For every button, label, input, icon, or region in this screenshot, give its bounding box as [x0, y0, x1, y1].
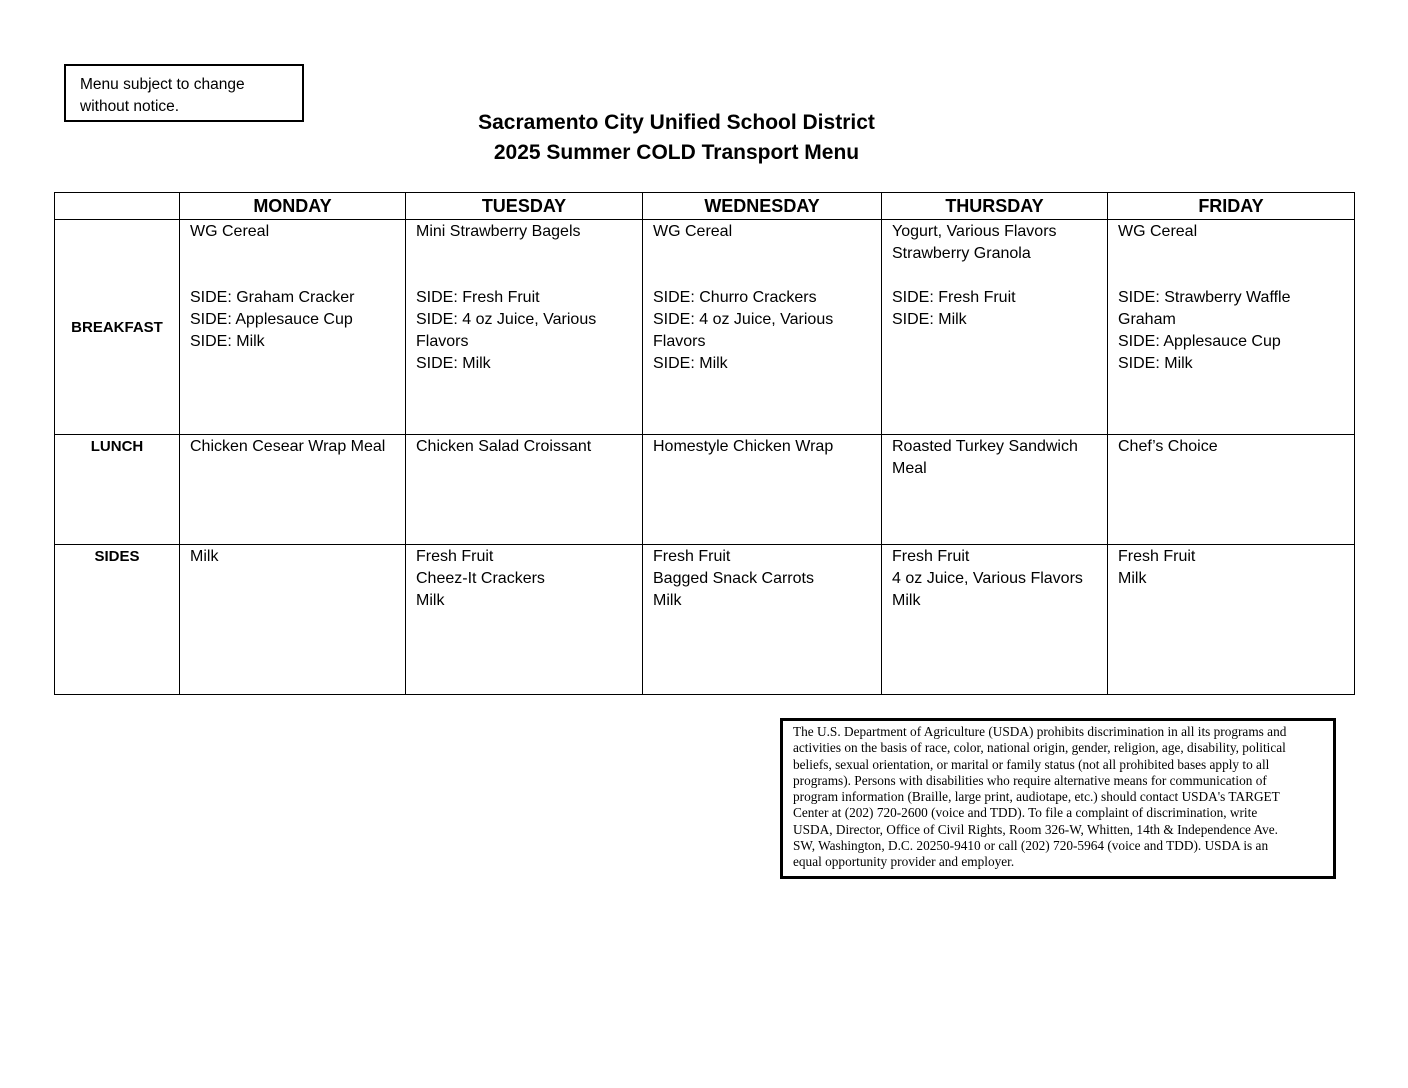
breakfast-side-item: SIDE: Milk [1118, 355, 1193, 372]
breakfast-side-item: SIDE: Strawberry Waffle [1118, 289, 1291, 306]
sides-cell-thursday [882, 545, 1108, 695]
side-item: Milk [653, 592, 682, 609]
lunch-cell-monday [180, 435, 406, 545]
breakfast-side-item: Flavors [416, 333, 469, 350]
spacer [416, 243, 632, 265]
lunch-item: Chef’s Choice [1118, 438, 1218, 455]
lunch-cell-wednesday [643, 435, 882, 545]
usda-statement-line: equal opportunity provider and employer. [793, 854, 1015, 870]
usda-statement-line: program information (Braille, large print, audiotape, etc.) should contact USDA's TARGET [793, 789, 1280, 805]
day-header-monday: MONDAY [180, 193, 406, 220]
spacer [416, 265, 632, 287]
spacer [1118, 243, 1344, 265]
breakfast-side-item: SIDE: Milk [653, 355, 728, 372]
breakfast-side-item: SIDE: Milk [416, 355, 491, 372]
sides-cell-monday [180, 545, 406, 695]
sides-cell-wednesday [643, 545, 882, 695]
side-item: Fresh Fruit [892, 548, 970, 565]
row-label-breakfast: BREAKFAST [55, 220, 180, 435]
sides-cell-friday [1108, 545, 1355, 695]
day-header-friday: FRIDAY [1108, 193, 1355, 220]
row-label-sides: SIDES [55, 545, 180, 695]
usda-statement-line: Center at (202) 720-2600 (voice and TDD). To file a complaint of discrimination, write [793, 805, 1258, 821]
usda-nondiscrimination-statement [780, 718, 1336, 879]
breakfast-side-item: SIDE: Milk [892, 311, 967, 328]
breakfast-side-item: SIDE: Applesauce Cup [190, 311, 353, 328]
spacer [653, 265, 871, 287]
spacer [190, 243, 395, 265]
lunch-cell-thursday [882, 435, 1108, 545]
notice-line-2: without notice. [80, 98, 180, 115]
side-item: Fresh Fruit [1118, 548, 1196, 565]
breakfast-side-item: SIDE: Churro Crackers [653, 289, 817, 306]
menu-title: 2025 Summer COLD Transport Menu [493, 141, 860, 164]
lunch-row [55, 435, 1355, 545]
side-item: Milk [416, 592, 445, 609]
breakfast-side-item: Flavors [653, 333, 706, 350]
notice-line-1: Menu subject to change [80, 76, 245, 93]
breakfast-item: Strawberry Granola [892, 245, 1031, 262]
sides-row [55, 545, 1355, 695]
lunch-item: Chicken Cesear Wrap Meal [190, 438, 386, 455]
row-label-lunch: LUNCH [55, 435, 180, 545]
usda-statement-line: SW, Washington, D.C. 20250-9410 or call (202) 720-5964 (voice and TDD). USDA is an [793, 838, 1269, 854]
usda-statement-line: USDA, Director, Office of Civil Rights, Room 326-W, Whitten, 14th & Independence Ave. [793, 821, 1278, 837]
breakfast-side-item: SIDE: 4 oz Juice, Various [416, 311, 597, 328]
day-header-wednesday: WEDNESDAY [643, 193, 882, 220]
breakfast-item: WG Cereal [190, 223, 270, 240]
side-item: 4 oz Juice, Various Flavors [892, 570, 1083, 587]
breakfast-item: Mini Strawberry Bagels [416, 223, 581, 240]
breakfast-side-item: SIDE: Milk [190, 333, 265, 350]
day-header-thursday: THURSDAY [882, 193, 1108, 220]
breakfast-item: WG Cereal [1118, 223, 1198, 240]
breakfast-side-item: SIDE: Fresh Fruit [416, 289, 540, 306]
corner-cell [55, 193, 180, 220]
sides-cell-tuesday [406, 545, 643, 695]
side-item: Milk [1118, 570, 1147, 587]
breakfast-cell-wednesday [643, 220, 882, 435]
lunch-item: Meal [892, 460, 927, 477]
lunch-cell-friday [1108, 435, 1355, 545]
spacer [1118, 265, 1344, 287]
side-item: Cheez-It Crackers [416, 570, 545, 587]
page-title [0, 108, 1353, 168]
lunch-item: Homestyle Chicken Wrap [653, 438, 834, 455]
lunch-item: Roasted Turkey Sandwich [892, 438, 1078, 455]
usda-statement-line: programs). Persons with disabilities who require alternative means for communication of [793, 772, 1267, 788]
breakfast-side-item: Graham [1118, 311, 1176, 328]
breakfast-cell-monday [180, 220, 406, 435]
breakfast-cell-friday [1108, 220, 1355, 435]
side-item: Bagged Snack Carrots [653, 570, 814, 587]
side-item: Milk [190, 548, 219, 565]
side-item: Milk [892, 592, 921, 609]
breakfast-row [55, 220, 1355, 435]
side-item: Fresh Fruit [416, 548, 494, 565]
district-name: Sacramento City Unified School District [478, 111, 875, 134]
breakfast-cell-tuesday [406, 220, 643, 435]
day-header-tuesday: TUESDAY [406, 193, 643, 220]
lunch-cell-tuesday [406, 435, 643, 545]
usda-statement-line: beliefs, sexual orientation, or marital or family status (not all prohibited bases apply to all [793, 756, 1270, 772]
menu-table [54, 192, 1355, 695]
breakfast-cell-thursday [882, 220, 1108, 435]
breakfast-side-item: SIDE: 4 oz Juice, Various [653, 311, 834, 328]
breakfast-side-item: SIDE: Applesauce Cup [1118, 333, 1281, 350]
usda-statement-line: The U.S. Department of Agriculture (USDA) prohibits discrimination in all its programs and [793, 724, 1287, 739]
breakfast-side-item: SIDE: Graham Cracker [190, 289, 355, 306]
breakfast-side-item: SIDE: Fresh Fruit [892, 289, 1016, 306]
spacer [190, 265, 395, 287]
breakfast-item: Yogurt, Various Flavors [892, 223, 1057, 240]
spacer [892, 265, 1097, 287]
usda-statement-line: activities on the basis of race, color, national origin, gender, religion, age, disability, political [793, 740, 1286, 756]
breakfast-item: WG Cereal [653, 223, 733, 240]
spacer [653, 243, 871, 265]
lunch-item: Chicken Salad Croissant [416, 438, 592, 455]
side-item: Fresh Fruit [653, 548, 731, 565]
day-header-row [55, 193, 1355, 220]
